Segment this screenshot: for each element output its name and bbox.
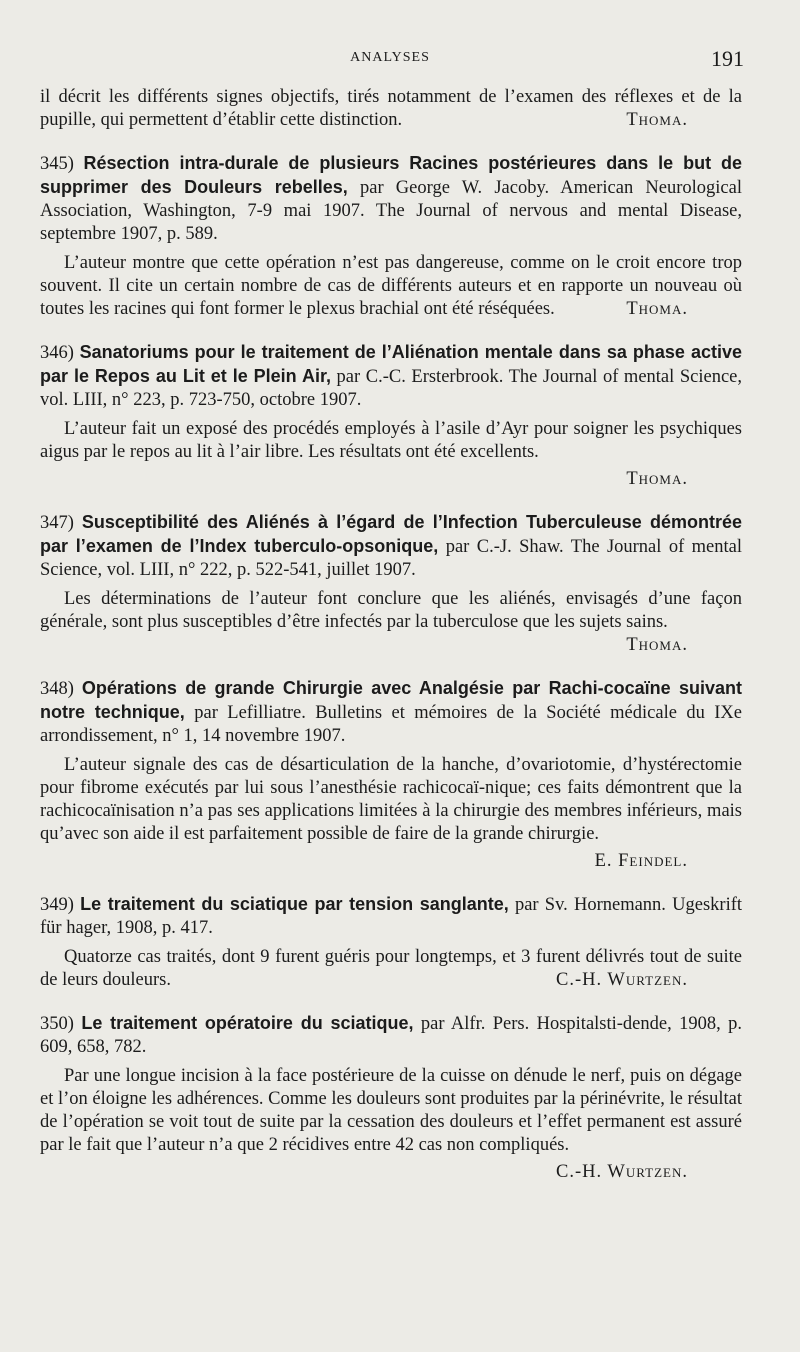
entry-body-text: Par une longue incision à la face postérieure de la cuisse on dénude le nerf, puis on dégage et l’on éloigne les adhérences. Comme les douleurs sont produites par la périnévrite, le résultat de l’opération se voit tout de suite par la cessation des douleurs et l’effet permanent est assuré par le fait que l’auteur n’a que 2 récidives entre 42 cas non compliqués. bbox=[40, 1066, 742, 1155]
entry-signature: C.-H. Wurtzen. bbox=[556, 1162, 688, 1182]
entry-title: Le traitement opératoire du sciatique, bbox=[81, 1013, 414, 1033]
entry-reference: par George W. Jacoby. American Neurological Association, Washington, 7-9 mai 1907. The Journal of nervous and mental Disease, septembre 1907, p. 589. bbox=[40, 178, 742, 244]
entry-body-text: L’auteur fait un exposé des procédés employés à l’asile d’Ayr pour soigner les psychiques aigus par le repos au lit à l’air libre. Les résultats ont été excellents. bbox=[40, 419, 742, 462]
page-number: 191 bbox=[711, 46, 744, 71]
entry-heading bbox=[40, 893, 742, 940]
entry-body-text: Les déterminations de l’auteur font conclure que les aliénés, envisagés d’une façon générale, sont plus susceptibles d’être infectés par la tuberculose que les sujets sains. bbox=[40, 589, 742, 632]
intro-text: il décrit les différents signes objectifs, tirés notamment de l’examen des réflexes et de la pupille, qui permettent d’établir cette distinction. bbox=[40, 87, 742, 130]
entry-reference: par C.-C. Ersterbrook. The Journal of mental Science, vol. LIII, n° 223, p. 723-750, octobre 1907. bbox=[40, 367, 742, 410]
entry-number: 347) bbox=[40, 513, 74, 533]
entry-reference: par Alfr. Pers. Hospitalsti-dende, 1908, p. 609, 658, 782. bbox=[40, 1014, 743, 1057]
entry-body bbox=[40, 946, 742, 992]
page-header bbox=[36, 46, 744, 74]
entry-reference: par C.-J. Shaw. The Journal of mental Science, vol. LIII, n° 222, p. 522-541, juillet 1907. bbox=[40, 537, 743, 580]
entry-signature: Thoma. bbox=[626, 299, 688, 319]
entry-title: Sanatoriums pour le traitement de l’Aliénation mentale dans sa phase active par le Repos au Lit et le Plein Air, bbox=[40, 342, 742, 386]
entry-number: 346) bbox=[40, 343, 74, 363]
entry-signature: C.-H. Wurtzen. bbox=[556, 970, 688, 990]
page-body bbox=[40, 86, 742, 1184]
entry-body bbox=[40, 418, 742, 464]
entry-body bbox=[40, 1065, 742, 1157]
entry-heading bbox=[40, 511, 742, 582]
entry-signature: E. Feindel. bbox=[594, 851, 688, 871]
entry-body bbox=[40, 588, 742, 655]
entry-heading bbox=[40, 677, 742, 748]
abstract-entry bbox=[40, 893, 742, 992]
entry-body-text: L’auteur signale des cas de désarticulation de la hanche, d’ovariotomie, d’hystérectomie pour fibrome exécutés par lui sous l’anesthésie rachicocaï-nique; ces faits démontrent que la rachicocaïnisation n’a pas ses applications limitées à la chirurgie des membres inférieurs, mais qu’avec son aide il est parfaitement possible de faire de la grande chirurgie. bbox=[40, 755, 742, 844]
entry-number: 345) bbox=[40, 154, 74, 174]
intro-paragraph bbox=[40, 86, 742, 132]
running-title: ANALYSES bbox=[350, 50, 430, 65]
entry-number: 348) bbox=[40, 679, 74, 699]
entry-reference: par Lefilliatre. Bulletins et mémoires de la Société médicale du IXe arrondissement, n° 1, 14 novembre 1907. bbox=[40, 703, 743, 746]
entry-signature: Thoma. bbox=[626, 635, 688, 655]
entry-title: Opérations de grande Chirurgie avec Analgésie par Rachi-cocaïne suivant notre technique, bbox=[40, 678, 742, 722]
entry-reference: par Sv. Hornemann. Ugeskrift für hager, 1908, p. 417. bbox=[40, 895, 743, 938]
abstract-entry bbox=[40, 341, 742, 491]
entry-title: Le traitement du sciatique par tension sanglante, bbox=[80, 894, 509, 914]
entry-number: 350) bbox=[40, 1014, 74, 1034]
entry-body bbox=[40, 252, 742, 321]
entry-heading bbox=[40, 341, 742, 412]
entry-number: 349) bbox=[40, 895, 74, 915]
abstract-entry bbox=[40, 1012, 742, 1184]
intro-signature: Thoma. bbox=[626, 110, 688, 130]
entry-body-text: L’auteur montre que cette opération n’est pas dangereuse, comme on le croit encore trop souvent. Il cite un certain nombre de cas de différents auteurs et en rapporte un nouveau où toutes les racines qui font former le plexus brachial ont été réséquées. bbox=[40, 253, 742, 319]
entry-heading bbox=[40, 152, 742, 246]
abstract-entry bbox=[40, 511, 742, 657]
entry-heading bbox=[40, 1012, 742, 1059]
entry-body bbox=[40, 754, 742, 846]
abstract-entry bbox=[40, 152, 742, 321]
abstract-entry bbox=[40, 677, 742, 873]
entry-title: Susceptibilité des Aliénés à l’égard de l’Infection Tuberculeuse démontrée par l’examen de l’Index tuberculo-opsonique, bbox=[40, 512, 743, 556]
entry-title: Résection intra-durale de plusieurs Racines postérieures dans le but de supprimer des Douleurs rebelles, bbox=[40, 153, 743, 197]
entry-signature: Thoma. bbox=[626, 469, 688, 489]
entry-body-text: Quatorze cas traités, dont 9 furent guéris pour longtemps, et 3 furent délivrés tout de suite de leurs douleurs. bbox=[40, 947, 742, 990]
